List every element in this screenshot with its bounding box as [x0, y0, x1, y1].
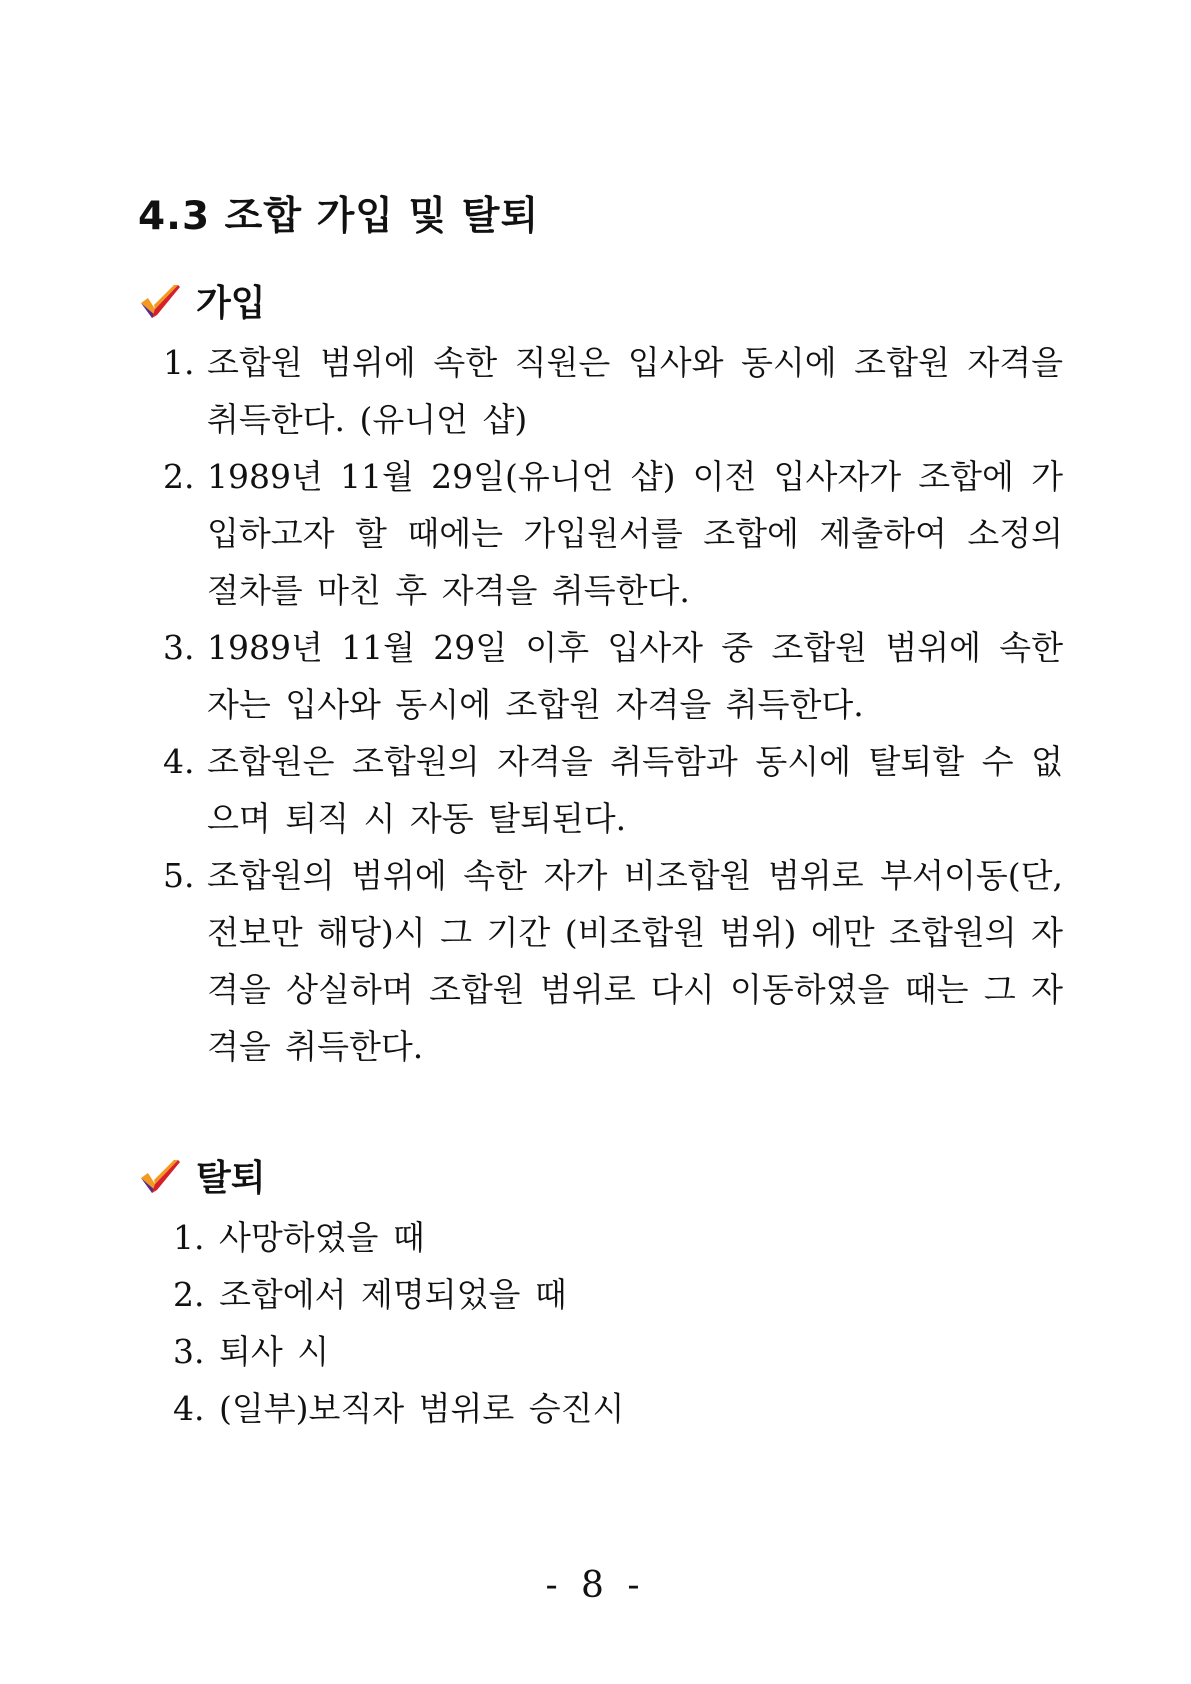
list-item-text: 사망하였을 때 [219, 1218, 425, 1257]
join-list [163, 334, 1063, 1075]
list-item-text: 1989년 11월 29일(유니언 샵) 이전 입사자가 조합에 가입하고자 할 때에는 가입원서를 조합에 제출하여 소정의 절차를 마친 후 자격을 취득한다. [207, 457, 1063, 610]
list-item-text: 조합에서 제명되었을 때 [219, 1275, 567, 1314]
leave-list [173, 1209, 873, 1437]
list-item-number: 2. [173, 1275, 205, 1314]
list-item-text: (일부)보직자 범위로 승진시 [219, 1389, 625, 1428]
list-item-number: 3. [173, 1332, 205, 1371]
list-item-number: 1. [173, 1218, 205, 1257]
list-item [163, 334, 1063, 448]
list-item [163, 448, 1063, 619]
list-item-number: 4. [173, 1389, 205, 1428]
list-item-number: 3. [163, 628, 195, 667]
join-heading [138, 275, 266, 326]
list-item-text: 조합원은 조합원의 자격을 취득함과 동시에 탈퇴할 수 없으며 퇴직 시 자동 탈퇴된다. [207, 742, 1063, 838]
list-item-text: 조합원의 범위에 속한 자가 비조합원 범위로 부서이동(단, 전보만 해당)시 그 기간 (비조합원 범위) 에만 조합원의 자격을 상실하며 조합원 범위로 다시 이동하였을 때는 그 자격을 취득한다. [207, 856, 1063, 1066]
list-item-text: 조합원 범위에 속한 직원은 입사와 동시에 조합원 자격을 취득한다. (유니언 샵) [207, 343, 1063, 439]
list-item-number: 2. [163, 457, 195, 496]
list-item [163, 847, 1063, 1075]
check-icon [138, 281, 182, 321]
page-number: - 8 - [545, 1565, 646, 1606]
leave-heading [138, 1150, 266, 1201]
list-item [163, 733, 1063, 847]
join-heading-label: 가입 [196, 283, 266, 324]
section-title: 4.3 조합 가입 및 탈퇴 [138, 194, 540, 239]
list-item-text: 퇴사 시 [219, 1332, 330, 1371]
list-item [173, 1380, 873, 1437]
list-item-number: 4. [163, 742, 195, 781]
check-icon [138, 1156, 182, 1196]
list-item [173, 1266, 873, 1323]
list-item [173, 1209, 873, 1266]
leave-heading-label: 탈퇴 [196, 1158, 266, 1199]
list-item [173, 1323, 873, 1380]
list-item-text: 1989년 11월 29일 이후 입사자 중 조합원 범위에 속한 자는 입사와 동시에 조합원 자격을 취득한다. [207, 628, 1063, 724]
list-item [163, 619, 1063, 733]
list-item-number: 5. [163, 856, 195, 895]
list-item-number: 1. [163, 343, 195, 382]
